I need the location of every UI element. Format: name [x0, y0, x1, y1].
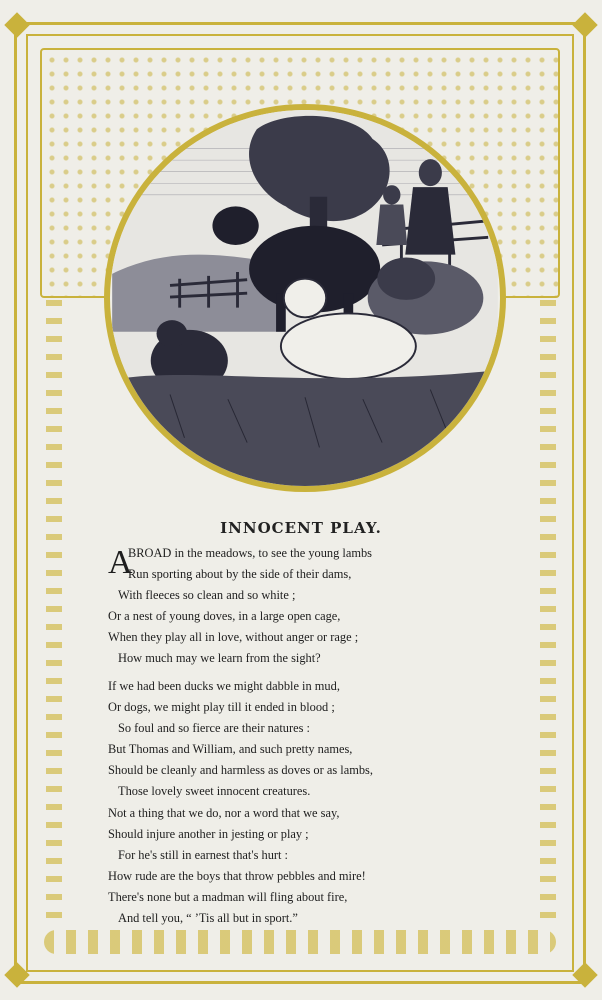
- left-ornament-strip: [46, 300, 62, 920]
- poem-line: When they play all in love, without anger or rage ;: [108, 630, 359, 644]
- poem-line: For he's still in earnest that's hurt :: [118, 848, 288, 862]
- poem-line: BROAD in the meadows, to see the young lambs: [128, 546, 372, 560]
- poem-line: Run sporting about by the side of their dams,: [128, 567, 352, 581]
- poem-line: If we had been ducks we might dabble in mud,: [108, 679, 340, 693]
- bottom-ornament-strip: [44, 930, 556, 954]
- stanza-3: [108, 803, 548, 929]
- poem-line: Should injure another in jesting or play ;: [108, 827, 309, 841]
- stanza-1: [108, 543, 548, 669]
- poem-line: So foul and so fierce are their natures :: [118, 721, 310, 735]
- poem-title: INNOCENT PLAY.: [220, 519, 382, 537]
- poem-line: Or dogs, we might play till it ended in blood ;: [108, 700, 335, 714]
- poem-line: Or a nest of young doves, in a large open cage,: [108, 609, 341, 623]
- stanza-2: [108, 676, 548, 802]
- sheep-engraving-illustration: [104, 104, 506, 492]
- poem-line: How much may we learn from the sight?: [118, 651, 321, 665]
- engraving-svg: [110, 110, 500, 486]
- poem-line: But Thomas and William, and such pretty names,: [108, 742, 353, 756]
- poem-line: And tell you, “ ’Tis all but in sport.”: [118, 911, 298, 925]
- poem-line: With fleeces so clean and so white ;: [118, 588, 296, 602]
- poem-line: Not a thing that we do, nor a word that we say,: [108, 806, 340, 820]
- poem-line: Those lovely sweet innocent creatures.: [118, 784, 311, 798]
- poem-line: There's none but a madman will fling about fire,: [108, 890, 348, 904]
- poem-line: Should be cleanly and harmless as doves or as lambs,: [108, 763, 373, 777]
- poem-line: How rude are the boys that throw pebbles and mire!: [108, 869, 366, 883]
- drop-cap-letter: A: [108, 544, 133, 581]
